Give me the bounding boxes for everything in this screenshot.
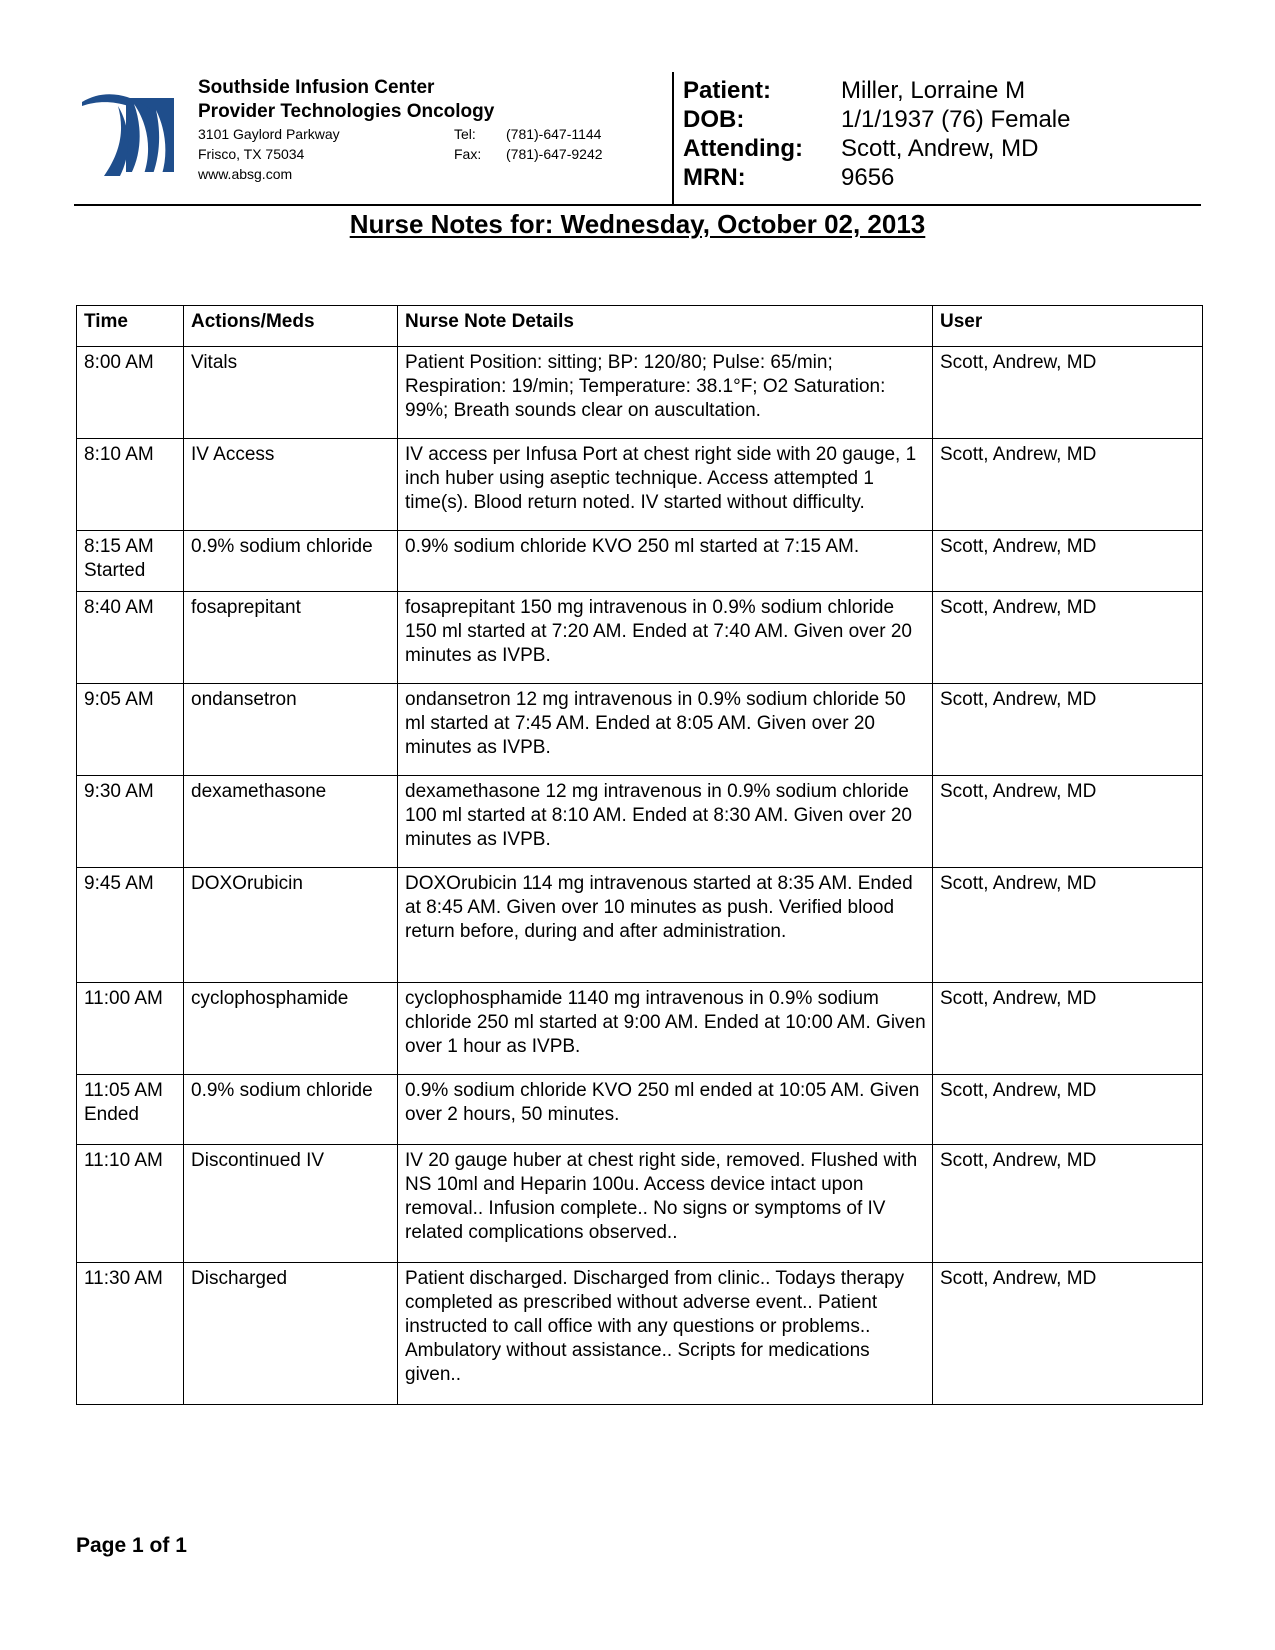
tel-label: Tel: — [454, 126, 476, 142]
fax-number: (781)-647-9242 — [506, 146, 603, 162]
table-row — [77, 776, 1203, 868]
column-header-user: User — [933, 306, 1203, 347]
cell-time: 9:30 AM — [77, 776, 184, 868]
cell-user: Scott, Andrew, MD — [933, 531, 1203, 592]
page-title-text: Nurse Notes for: Wednesday, October 02, 2013 — [349, 209, 926, 239]
cell-time: 11:30 AM — [77, 1263, 184, 1405]
table-row — [77, 983, 1203, 1075]
dob-value: 1/1/1937 (76) Female — [841, 106, 1071, 133]
cell-time: 11:00 AM — [77, 983, 184, 1075]
table-row — [77, 1075, 1203, 1145]
table-row — [77, 684, 1203, 776]
table-row — [77, 439, 1203, 531]
cell-action: 0.9% sodium chloride — [184, 531, 398, 592]
cell-details: IV access per Infusa Port at chest right side with 20 gauge, 1 inch huber using aseptic technique. Access attempted 1 time(s). Blood return noted. IV started without difficulty. — [398, 439, 933, 531]
page-number: Page 1 of 1 — [76, 1534, 187, 1557]
cell-details: Patient discharged. Discharged from clinic.. Todays therapy completed as prescribed without adverse event.. Patient instructed to call office with any questions or problems.. Ambulatory without assistance.. Scripts for medications given.. — [398, 1263, 933, 1405]
cell-details: cyclophosphamide 1140 mg intravenous in 0.9% sodium chloride 250 ml started at 9:00 AM. Ended at 10:00 AM. Given over 1 hour as IVPB. — [398, 983, 933, 1075]
mrn-value: 9656 — [841, 164, 895, 191]
cell-user: Scott, Andrew, MD — [933, 1075, 1203, 1145]
cell-user: Scott, Andrew, MD — [933, 776, 1203, 868]
cell-user: Scott, Andrew, MD — [933, 868, 1203, 983]
company-logo — [82, 84, 178, 176]
cell-action: IV Access — [184, 439, 398, 531]
cell-time: 11:05 AM Ended — [77, 1075, 184, 1145]
cell-details: ondansetron 12 mg intravenous in 0.9% sodium chloride 50 ml started at 7:45 AM. Ended at 8:05 AM. Given over 20 minutes as IVPB. — [398, 684, 933, 776]
attending-value: Scott, Andrew, MD — [841, 135, 1039, 162]
cell-user: Scott, Andrew, MD — [933, 1145, 1203, 1263]
cell-action: Discontinued IV — [184, 1145, 398, 1263]
cell-time: 8:00 AM — [77, 347, 184, 439]
page-title — [0, 208, 1275, 240]
cell-action: DOXOrubicin — [184, 868, 398, 983]
cell-details: 0.9% sodium chloride KVO 250 ml ended at 10:05 AM. Given over 2 hours, 50 minutes. — [398, 1075, 933, 1145]
tel-number: (781)-647-1144 — [506, 126, 602, 142]
cell-user: Scott, Andrew, MD — [933, 347, 1203, 439]
table-header-row — [77, 306, 1203, 347]
cell-action: cyclophosphamide — [184, 983, 398, 1075]
patient-name: Miller, Lorraine M — [841, 77, 1026, 104]
cell-time: 8:40 AM — [77, 592, 184, 684]
patient-label: Patient: — [683, 77, 772, 104]
cell-time: 9:45 AM — [77, 868, 184, 983]
header-divider-vertical — [672, 72, 674, 205]
cell-user: Scott, Andrew, MD — [933, 592, 1203, 684]
column-header-actions: Actions/Meds — [184, 306, 398, 347]
cell-action: dexamethasone — [184, 776, 398, 868]
cell-action: Discharged — [184, 1263, 398, 1405]
column-header-time: Time — [77, 306, 184, 347]
nurse-notes-table — [76, 305, 1203, 1405]
column-header-details: Nurse Note Details — [398, 306, 933, 347]
cell-time: 8:10 AM — [77, 439, 184, 531]
mrn-label: MRN: — [683, 164, 746, 191]
dob-label: DOB: — [683, 106, 745, 133]
address-line-2: Frisco, TX 75034 — [198, 146, 305, 162]
table-row — [77, 1263, 1203, 1405]
table-row — [77, 1145, 1203, 1263]
org-subtitle: Provider Technologies Oncology — [198, 101, 495, 122]
cell-action: fosaprepitant — [184, 592, 398, 684]
cell-time: 11:10 AM — [77, 1145, 184, 1263]
patient-info — [683, 76, 1203, 192]
cell-action: ondansetron — [184, 684, 398, 776]
attending-label: Attending: — [683, 135, 803, 162]
cell-time: 8:15 AM Started — [77, 531, 184, 592]
cell-details: IV 20 gauge huber at chest right side, removed. Flushed with NS 10ml and Heparin 100u. Access device intact upon removal.. Infusion complete.. No signs or symptoms of IV related complications observed.. — [398, 1145, 933, 1263]
cell-details: Patient Position: sitting; BP: 120/80; Pulse: 65/min; Respiration: 19/min; Temperature: 38.1°F; O2 Saturation: 99%; Breath sounds clear on auscultation. — [398, 347, 933, 439]
cell-details: 0.9% sodium chloride KVO 250 ml started at 7:15 AM. — [398, 531, 933, 592]
cell-user: Scott, Andrew, MD — [933, 983, 1203, 1075]
table-row — [77, 868, 1203, 983]
cell-details: dexamethasone 12 mg intravenous in 0.9% sodium chloride 100 ml started at 8:10 AM. Ended at 8:30 AM. Given over 20 minutes as IVPB. — [398, 776, 933, 868]
cell-user: Scott, Andrew, MD — [933, 1263, 1203, 1405]
cell-user: Scott, Andrew, MD — [933, 684, 1203, 776]
cell-details: fosaprepitant 150 mg intravenous in 0.9% sodium chloride 150 ml started at 7:20 AM. Ended at 7:40 AM. Given over 20 minutes as IVPB. — [398, 592, 933, 684]
table-row — [77, 531, 1203, 592]
website: www.absg.com — [198, 166, 293, 182]
address-line-1: 3101 Gaylord Parkway — [198, 126, 340, 142]
cell-action: 0.9% sodium chloride — [184, 1075, 398, 1145]
cell-action: Vitals — [184, 347, 398, 439]
table-row — [77, 347, 1203, 439]
cell-user: Scott, Andrew, MD — [933, 439, 1203, 531]
fax-label: Fax: — [454, 146, 482, 162]
table-row — [77, 592, 1203, 684]
org-name: Southside Infusion Center — [198, 77, 435, 98]
cell-details: DOXOrubicin 114 mg intravenous started at 8:35 AM. Ended at 8:45 AM. Given over 10 minutes as push. Verified blood return before, during and after administration. — [398, 868, 933, 983]
header-divider-horizontal — [74, 204, 1201, 206]
cell-time: 9:05 AM — [77, 684, 184, 776]
organization-info — [198, 76, 628, 184]
